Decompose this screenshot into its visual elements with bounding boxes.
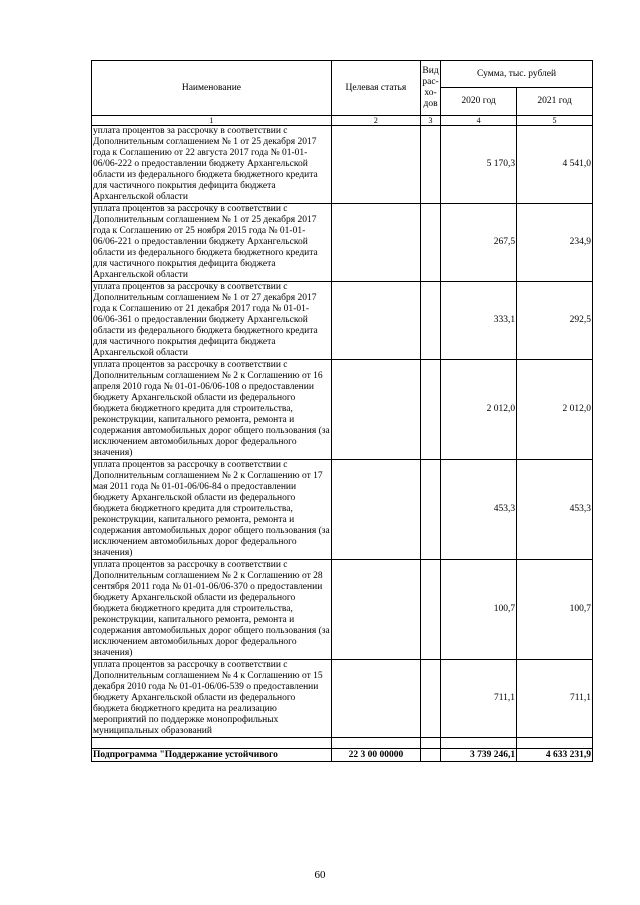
header-code: Целевая статья (331, 61, 420, 116)
row-value-2020: 100,7 (441, 560, 517, 660)
blank-row (92, 738, 593, 749)
header-vid: Вид рас- хо- дов (420, 61, 440, 116)
header-year-2020: 2020 год (441, 88, 517, 116)
row-name: уплата процентов за рассрочку в соответствии с Дополнительным соглашением № 2 к Соглашению от 28 сентября 2011 года № 01-01-06/06-370 о предоставлении бюджету Архангельской области из федерального бюджета бюджетного кредита для строительства, реконструкции, капитального ремонта, ремонта и содержания автомобильных дорог общего пользования (за исключением автомобильных дорог федерального значения) (93, 560, 330, 658)
column-number: 5 (517, 116, 593, 126)
row-name: уплата процентов за рассрочку в соответствии с Дополнительным соглашением № 2 к Соглашению от 17 мая 2011 года № 01-01-06/06-84 о предоставлении бюджету Архангельской области из федерального бюджета бюджетного кредита для строительства, реконструкции, капитального ремонта, ремонта и содержания автомобильных дорог общего пользования (за исключением автомобильных дорог федерального значения) (93, 460, 330, 558)
row-code (331, 660, 420, 738)
header-row (92, 61, 593, 88)
table-row (92, 282, 593, 360)
budget-table (91, 60, 593, 762)
blank-cell (441, 738, 517, 749)
column-number: 4 (441, 116, 517, 126)
row-value-2020: 333,1 (441, 282, 517, 360)
header-year-2021: 2021 год (517, 88, 593, 116)
table-row (92, 204, 593, 282)
row-vid (420, 460, 440, 560)
table-row (92, 126, 593, 204)
row-code (331, 282, 420, 360)
row-value-2020: 453,3 (441, 460, 517, 560)
row-value-2021: 711,1 (517, 660, 593, 738)
row-name: уплата процентов за рассрочку в соответствии с Дополнительным соглашением № 1 от 25 декабря 2017 года к Соглашению от 25 ноября 2015 года № 01-01-06/06-221 о предоставлении бюджету Архангельской области из федерального бюджета бюджетного кредита для частичного покрытия дефицита бюджета Архангельской области (92, 204, 332, 282)
subprogram-vid (420, 749, 440, 762)
row-value-2021: 2 012,0 (517, 360, 593, 460)
row-name: уплата процентов за рассрочку в соответствии с Дополнительным соглашением № 1 от 25 декабря 2017 года к Соглашению от 22 августа 2017 года № 01-01-06/06-222 о предоставлении бюджету Архангельской области из федерального бюджета бюджетного кредита для частичного покрытия дефицита бюджета Архангельской области (92, 126, 332, 204)
row-vid (420, 560, 440, 660)
page-number: 60 (314, 869, 326, 881)
subprogram-name: Подпрограмма "Поддержание устойчивого (92, 749, 332, 762)
subprogram-code: 22 3 00 00000 (331, 749, 420, 762)
row-value-2020: 2 012,0 (441, 360, 517, 460)
column-number: 2 (331, 116, 420, 126)
row-vid (420, 204, 440, 282)
row-code (331, 560, 420, 660)
row-code (331, 126, 420, 204)
table-row (92, 660, 593, 738)
row-value-2021: 100,7 (517, 560, 593, 660)
row-code (331, 360, 420, 460)
table-row (92, 560, 593, 660)
subprogram-row (92, 749, 593, 762)
row-code (331, 460, 420, 560)
row-value-2021: 453,3 (517, 460, 593, 560)
row-value-2020: 5 170,3 (441, 126, 517, 204)
column-number: 3 (420, 116, 440, 126)
column-number: 1 (92, 116, 332, 126)
row-value-2020: 267,5 (441, 204, 517, 282)
column-numbers-row (92, 116, 593, 126)
row-value-2020: 711,1 (441, 660, 517, 738)
blank-cell (331, 738, 420, 749)
blank-cell (517, 738, 593, 749)
row-vid (420, 282, 440, 360)
table-row (92, 360, 593, 460)
row-vid (420, 360, 440, 460)
subprogram-value-2021: 4 633 231,9 (517, 749, 593, 762)
header-name: Наименование (92, 61, 332, 116)
row-name: уплата процентов за рассрочку в соответствии с Дополнительным соглашением № 2 к Соглашению от 16 апреля 2010 года № 01-01-06/06-108 о предоставлении бюджету Архангельской области из федерального бюджета бюджетного кредита для строительства, реконструкции, капитального ремонта, ремонта и содержания автомобильных дорог общего пользования (за исключением автомобильных дорог федерального значения) (93, 360, 330, 458)
row-name: уплата процентов за рассрочку в соответствии с Дополнительным соглашением № 4 к Соглашению от 15 декабря 2010 года № 01-01-06/06-539 о предоставлении бюджету Архангельской области из федерального бюджета бюджетного кредита на реализацию мероприятий по поддержке монопрофильных муниципальных образований (92, 660, 332, 738)
blank-cell (92, 738, 332, 749)
row-name: уплата процентов за рассрочку в соответствии с Дополнительным соглашением № 1 от 27 декабря 2017 года к Соглашению от 21 декабря 2017 года № 01-01-06/06-361 о предоставлении бюджету Архангельской области из федерального бюджета бюджетного кредита для частичного покрытия дефицита бюджета Архангельской области (92, 282, 332, 360)
row-value-2021: 4 541,0 (517, 126, 593, 204)
row-code (331, 204, 420, 282)
header-sum: Сумма, тыс. рублей (441, 61, 593, 88)
row-value-2021: 234,9 (517, 204, 593, 282)
row-value-2021: 292,5 (517, 282, 593, 360)
subprogram-value-2020: 3 739 246,1 (441, 749, 517, 762)
row-vid (420, 660, 440, 738)
blank-cell (420, 738, 440, 749)
row-vid (420, 126, 440, 204)
table-row (92, 460, 593, 560)
